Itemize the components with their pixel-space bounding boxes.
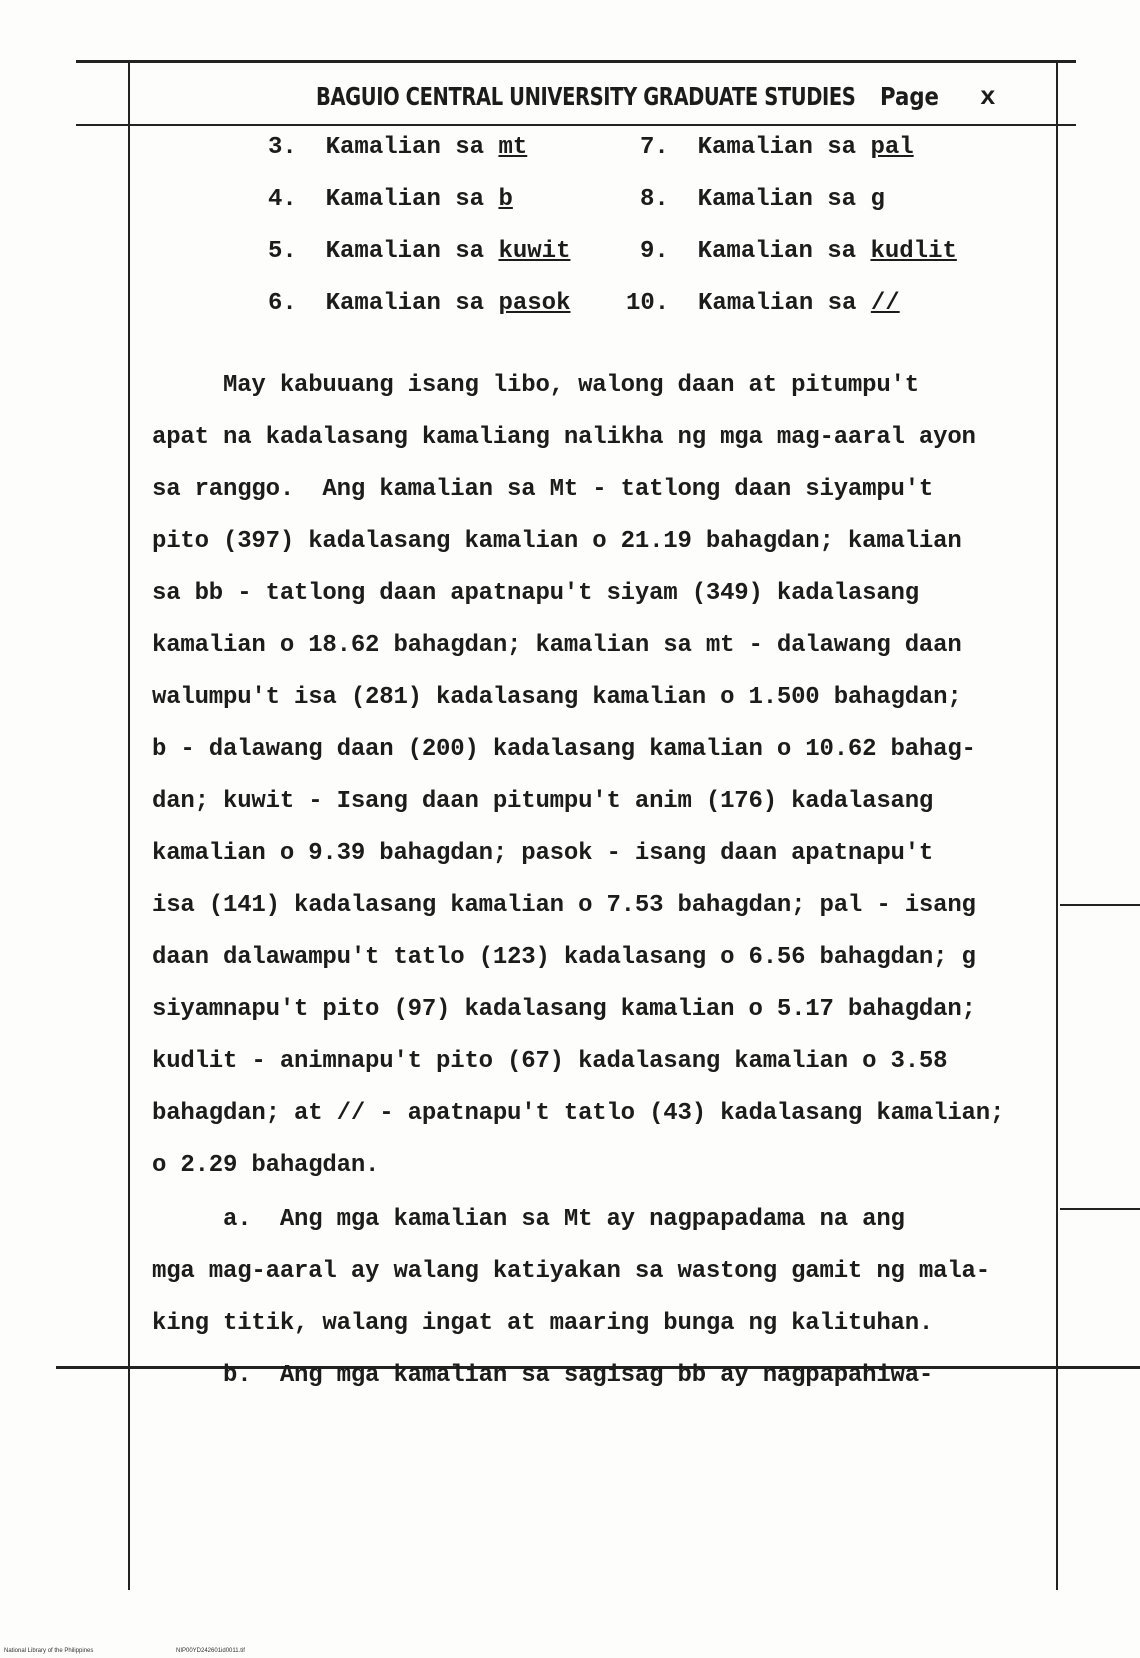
- body-line: king titik, walang ingat at maaring bunga ng kalituhan.: [152, 1310, 934, 1337]
- list-item: 9. Kamalian sa kudlit: [640, 238, 957, 265]
- page-label: Page: [880, 82, 939, 111]
- list-item: 5. Kamalian sa kuwit: [268, 238, 571, 265]
- body-line: siyamnapu't pito (97) kadalasang kamalian o 5.17 bahagdan;: [152, 996, 976, 1023]
- list-item: 7. Kamalian sa pal: [640, 134, 914, 161]
- left-margin-rule: [128, 60, 130, 1590]
- body-line: kamalian o 9.39 bahagdan; pasok - isang daan apatnapu't: [152, 840, 934, 867]
- body-line: bahagdan; at // - apatnapu't tatlo (43) kadalasang kamalian;: [152, 1100, 1005, 1127]
- body-line: sa bb - tatlong daan apatnapu't siyam (349) kadalasang: [152, 580, 919, 607]
- library-credit: National Library of the Philippines: [4, 1648, 94, 1654]
- body-line: kudlit - animnapu't pito (67) kadalasang kamalian o 3.58: [152, 1048, 948, 1075]
- page-number: x: [980, 82, 996, 112]
- body-line: walumpu't isa (281) kadalasang kamalian o 1.500 bahagdan;: [152, 684, 962, 711]
- body-line: b - dalawang daan (200) kadalasang kamalian o 10.62 bahag-: [152, 736, 976, 763]
- header-rule: [76, 124, 1076, 126]
- body-line: mga mag-aaral ay walang katiyakan sa wastong gamit ng mala-: [152, 1258, 990, 1285]
- institution-title: BAGUIO CENTRAL UNIVERSITY GRADUATE STUDIES: [316, 82, 856, 111]
- body-line: isa (141) kadalasang kamalian o 7.53 bahagdan; pal - isang: [152, 892, 976, 919]
- body-line: sa ranggo. Ang kamalian sa Mt - tatlong daan siyampu't: [152, 476, 934, 503]
- body-line: b. Ang mga kamalian sa sagisag bb ay nagpapahiwa-: [152, 1362, 934, 1389]
- body-line: apat na kadalasang kamaliang nalikha ng mga mag-aaral ayon: [152, 424, 976, 451]
- list-item: 3. Kamalian sa mt: [268, 134, 528, 161]
- top-rule: [76, 60, 1076, 63]
- file-name: NIP00YD242601id0011.tif: [176, 1648, 245, 1654]
- body-line: kamalian o 18.62 bahagdan; kamalian sa mt - dalawang daan: [152, 632, 962, 659]
- body-line: a. Ang mga kamalian sa Mt ay nagpapadama na ang: [152, 1206, 905, 1233]
- right-margin-rule: [1056, 60, 1058, 1590]
- right-tick-1: [1060, 904, 1140, 906]
- body-line: daan dalawampu't tatlo (123) kadalasang o 6.56 bahagdan; g: [152, 944, 976, 971]
- list-item: 8. Kamalian sa g: [640, 186, 885, 213]
- list-item: 4. Kamalian sa b: [268, 186, 513, 213]
- list-item: 10. Kamalian sa //: [626, 290, 900, 317]
- body-line: dan; kuwit - Isang daan pitumpu't anim (176) kadalasang: [152, 788, 934, 815]
- body-line: May kabuuang isang libo, walong daan at pitumpu't: [152, 372, 919, 399]
- right-tick-2: [1060, 1208, 1140, 1210]
- body-line: pito (397) kadalasang kamalian o 21.19 bahagdan; kamalian: [152, 528, 962, 555]
- list-item: 6. Kamalian sa pasok: [268, 290, 571, 317]
- body-line: o 2.29 bahagdan.: [152, 1152, 380, 1179]
